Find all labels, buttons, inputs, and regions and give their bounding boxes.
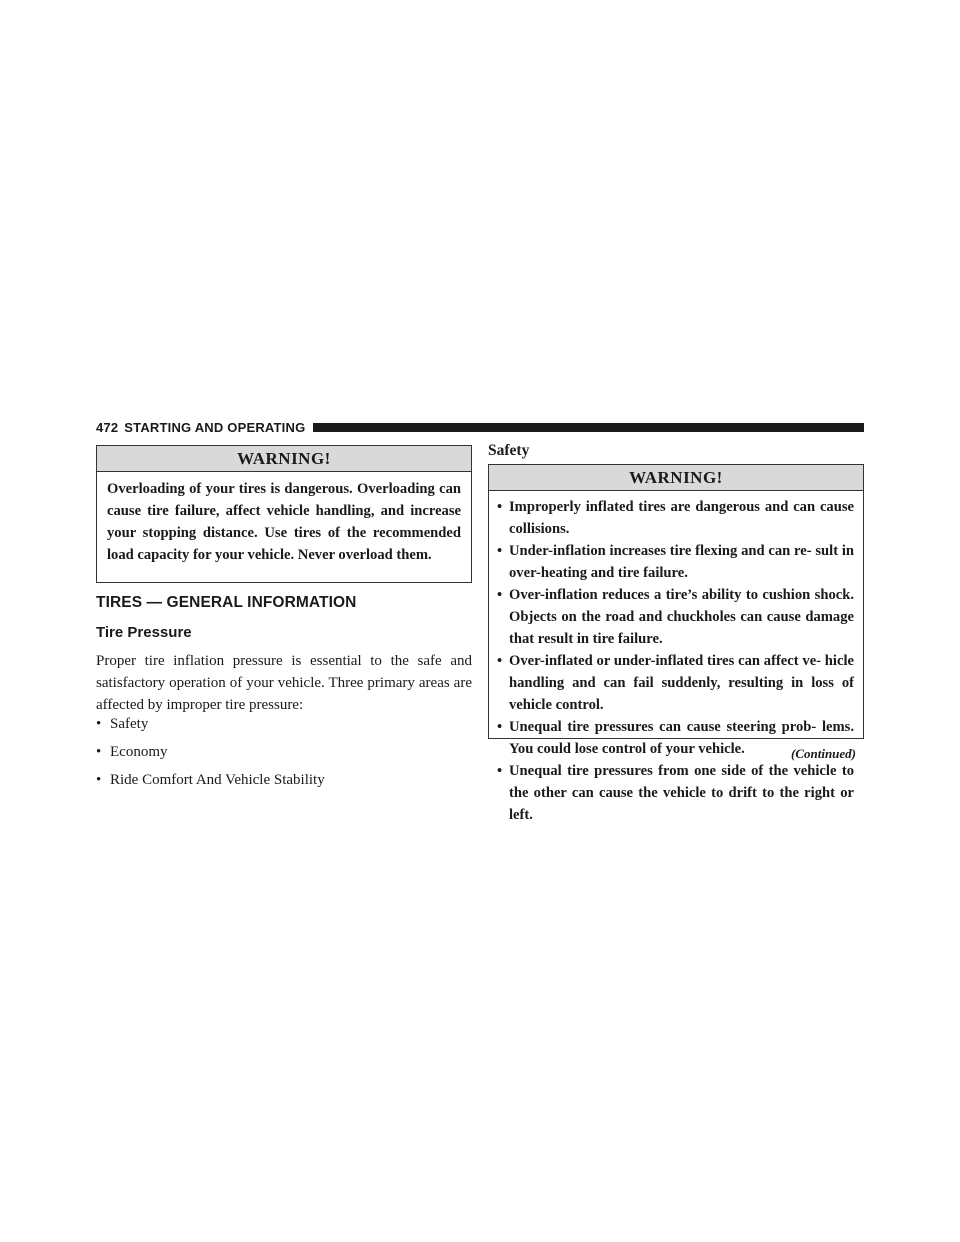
list-item-text: Safety bbox=[110, 716, 149, 732]
warning-title: WARNING! bbox=[97, 446, 471, 472]
warning-title: WARNING! bbox=[489, 465, 863, 491]
list-item bbox=[497, 584, 854, 650]
bullet-icon: • bbox=[497, 543, 503, 559]
page-number: 472 bbox=[96, 419, 119, 435]
list-item-text: Economy bbox=[110, 744, 168, 760]
list-item-text: Unequal tire pressures can cause steering prob- lems. You could lose control of your vehicle. bbox=[509, 719, 854, 757]
list-item bbox=[96, 741, 325, 769]
list-item bbox=[96, 769, 325, 797]
bullet-icon: • bbox=[96, 772, 102, 788]
subheading-tire-pressure: Tire Pressure bbox=[96, 624, 192, 641]
intro-paragraph: Proper tire inflation pressure is essential to the safe and satisfactory operation of your vehicle. Three primary areas are affected by improper tire pressure: bbox=[96, 653, 472, 713]
subheading-safety: Safety bbox=[488, 442, 530, 459]
continued-note: (Continued) bbox=[790, 746, 856, 761]
list-item-text: Over-inflated or under-inflated tires can affect ve- hicle handling and can fail suddenly, resulting in loss of vehicle control. bbox=[509, 653, 854, 713]
pressure-areas-list bbox=[96, 713, 325, 797]
page-header bbox=[96, 418, 864, 436]
bullet-icon: • bbox=[497, 719, 503, 735]
bullet-icon: • bbox=[497, 763, 503, 779]
list-item-text: Improperly inflated tires are dangerous and can cause collisions. bbox=[509, 499, 854, 537]
list-item bbox=[497, 760, 854, 826]
warning-list bbox=[497, 496, 854, 826]
section-heading: TIRES — GENERAL INFORMATION bbox=[96, 594, 357, 611]
warning-text: Overloading of your tires is dangerous. Overloading can cause tire failure, affect vehicle handling, and increase your stopping distance. Use tires of the recommended load capacity for your vehicle. Never overload them. bbox=[107, 481, 461, 563]
bullet-icon: • bbox=[96, 744, 102, 760]
list-item bbox=[497, 540, 854, 584]
list-item-text: Under-inflation increases tire flexing and can re- sult in over-heating and tire failure. bbox=[509, 543, 854, 581]
header-rule bbox=[313, 423, 864, 432]
list-item bbox=[497, 650, 854, 716]
bullet-icon: • bbox=[96, 716, 102, 732]
list-item-text: Over-inflation reduces a tire’s ability to cushion shock. Objects on the road and chuckholes can cause damage that result in tire failure. bbox=[509, 587, 854, 647]
bullet-icon: • bbox=[497, 499, 503, 515]
section-title: STARTING AND OPERATING bbox=[124, 419, 306, 435]
bullet-icon: • bbox=[497, 587, 503, 603]
warning-box-overloading bbox=[96, 445, 472, 583]
list-item bbox=[497, 496, 854, 540]
list-item-text: Ride Comfort And Vehicle Stability bbox=[110, 772, 325, 788]
bullet-icon: • bbox=[497, 653, 503, 669]
list-item bbox=[96, 713, 325, 741]
list-item-text: Unequal tire pressures from one side of the vehicle to the other can cause the vehicle to drift to the right or left. bbox=[509, 763, 854, 823]
